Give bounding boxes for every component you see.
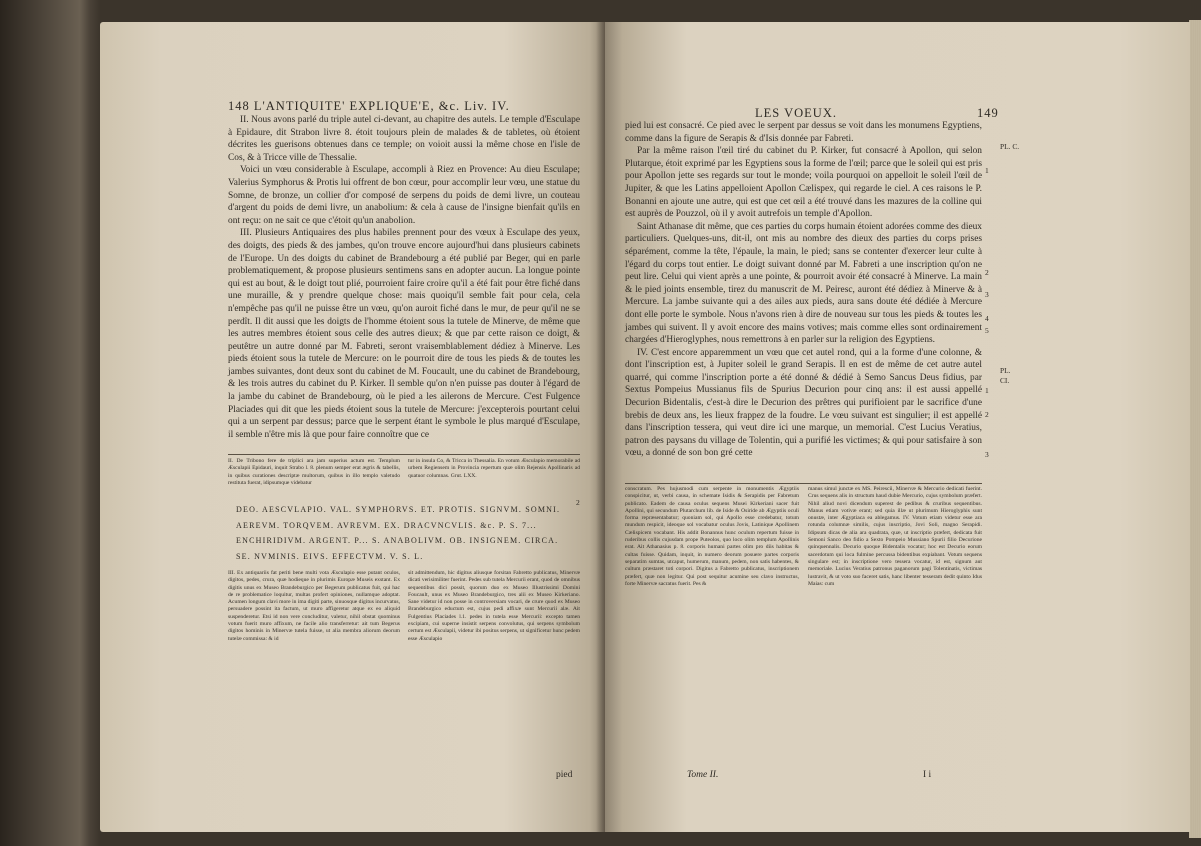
paragraph: Saint Athanase dit même, que ces parties du corps humain étoient adorées comme des dieux particuliers. Quelques-uns, dit-il, ont mis au nombre des dieux des parties du corps prises séparément, comme la tête, l'épaule, la main, le pied; sans se contenter d'exercer leur culte à l'égard du corps tout entier. Le doigt suivant donné par M. Fabreti a une inscription qu'on ne peut lire. Celui qui vient après a une pointe, & pourroit avoir été consacré à Minerve. La main & le pied joints ensemble, tirez du manuscrit de M. Peiresc, auront été dédiez à Minerve & à Mercure. La jambe suivante qui a des ailes aux pieds, aura sans doute été dédiée à Mercure dont elle porte le symbole. Nous n'avons rien à dire de nouveau sur tous les pieds & toutes les jambes qui suivent. Il y avoit encore des mains votives; mais comme elles sont ordinairement chargées d'Hieroglyphes, nous remettrons à en parler sur la religion des Egyptiens. [625, 221, 982, 346]
footnote-text: III. Ex antiquariis fat periti bene multi vota Æsculapio esse putant oculos, digitos, pedes, crura, quæ hodieque in plurimis Europæ Museis exstant. Ex digitis unus ex Museo Brandeburgico per Begerum publicatus fuit, qui hac de re problematice loquitur, multas profert opiniones, nullamque adoptat. Acumen longum clavi more in ima digiti parte, sinuosque digitus incurvatus, persuadere possint ita factum, ut muro affigeretur atque ex eo aliquid suspenderetur. Etsi id non vere concluditur, valetur, nihil obstat quominus votum fuerit muro affixum, ne facile alio transferretur: ait tum Begerus digitos hominis in Minervæ tutela fuisse, ut alia membra aliorum deorum tutelæ commissa: & id [228, 570, 400, 642]
inscription-line: ENCHIRIDIVM. ARGENT. P... S. ANABOLIVM. OB. INSIGNEM. CIRCA. [236, 536, 559, 545]
footnote-divider [625, 483, 982, 484]
footnote-top-right [408, 458, 580, 480]
book-edge [1189, 20, 1201, 838]
footnote-text: tur in insula Co, & Tricca in Thessalia. En votum Æsculapio memorabile ad urbem Regiensem in Provincia repertum quæ olim Rejensis Apollinaris ad quatuor columnas. Grut. LXX. [408, 458, 580, 479]
left-body-text [228, 114, 580, 441]
marginal-number: 1 [985, 386, 989, 395]
gathering-signature: I i [923, 770, 932, 780]
latin-inscription [236, 502, 560, 564]
right-body-text [625, 120, 982, 460]
paragraph: IV. C'est encore apparemment un vœu que cet autel rond, qui a la forme d'une colonne, & dont l'inscription est, à Jupiter soleil le grand Serapis. Il en est de même de cet autre autel quarré, qui comme l'inscription porte a été donné & dédié à Semo Sancus Deus fidius, par Sextus Pompeius Mussianus fils de Spurius Decurion pour cinq ans: il est aussi appellé Decurion Bidentalis, c'est-à dire le Decurion des prêtres qui purifioient par le sacrifice d'une brebis de deux ans, les lieux frappez de la foudre. Le vœu suivant est singulier; il est appellé dans l'inscription tessera, qui veut dire ici une marque, un memorial. C'est Lucius Veratius, patron des paysans du village de Tolentin, qui a purifié les victimes; & qui pour satisfaire à son vœu, a donné de son bon gré cette [625, 347, 982, 459]
left-running-header: 148 L'ANTIQUITE' EXPLIQUE'E, &c. Liv. IV. [228, 99, 510, 113]
marginal-number: 1 [985, 166, 989, 175]
paragraph: III. Plusieurs Antiquaires des plus habiles prennent pour des vœux à Esculape des yeux, des doigts, des pieds & des jambes, qu'on trouve encore aujourd'hui dans plusieurs cabinets de l'Europe. Un des doigts du cabinet de Brandebourg a été publié par Beger, qui en parle problematiquement, & propose plusieurs sentimens sans en adopter aucun. La longue pointe qui est au bout, & le doigt tout plié, pourroient faire croire qu'il a été fait pour être fiché dans une muraille, & y prendre quelque chose: mais quoiqu'il semble fait pour cela, cela n'empêche pas qu'il ne puisse être un vœu, qu'on auroit fiché dans le mur, de peur qu'il ne se perdît. Il dit aussi que les doigts de l'homme étoient sous la tutele de Minerve, de même que les autres membres étoient sous celle des autres dieux; & que par cette raison ce doigt, & peutêtre un autre donné par M. Fabreti, seront vraisemblablement dédiez à Minerve. Les pieds étoient sous la tutele de Mercure: on le pourroit dire de tous les pieds & de toutes les jambes suivantes, dont deux sont du cabinet de M. Foucault, une du cabinet de Brandebourg, & les trois autres du cabinet du P. Kirker. Il semble qu'on n'en puisse pas douter à l'égard de la jambe du cabinet de Brandebourg, où le pied a les ailerons de Mercure. C'est Fulgence Placiades qui dit que les pieds étoient sous la tutele de Mercure: j'excepterois pourtant celui qui a un serpent par dessus; parce que le serpent étant le symbole le plus marqué d'Esculape, il semble n'être mis là que pour faire connoître que ce [228, 228, 580, 440]
marginal-number: 2 [985, 410, 989, 419]
inscription-line: AEREVM. TORQVEM. AVREVM. EX. DRACVNCVLIS. &c. P. S. 7... [236, 520, 537, 530]
inscription-line: SE. NVMINIS. EIVS. EFFECTVM. V. S. L. [236, 551, 424, 561]
volume-signature: Tome II. [687, 770, 719, 780]
marginal-number: 5 [985, 326, 989, 335]
marginal-number: 2 [985, 268, 989, 277]
footnote-divider [228, 454, 580, 455]
plate-reference: PL. CI. [1000, 366, 1011, 385]
paragraph: pied lui est consacré. Ce pied avec le serpent par dessus se voit dans les monumens Egyptiens, comme dans la figure de Serapis & d'Isis donnée par Fabreti. [625, 121, 982, 144]
paragraph: Par la même raison l'œil tiré du cabinet du P. Kirker, fut consacré à Apollon, qui selon Plutarque, étoit exprimé par les Egyptiens sous la forme de l'œil; parce que le soleil qui est pris pour Apollon jette ses regards sur tout le monde; voila pourquoi on appelloit le soleil l'œil de Jupiter, & que les Latins appelloient Apollon Cælispex, qui regarde le ciel. A ces raisons le P. Bonanni en ajoute une autre, qui est que cet œil a été trouvé dans les mazures de la colline qui est auprès de Pouzzol, où il y avoit autrefois un temple d'Apollon. [625, 146, 982, 220]
footnote-right [808, 486, 982, 588]
marginal-number: 4 [985, 314, 989, 323]
paragraph: Voici un vœu considerable à Esculape, accompli à Riez en Provence: Au dieu Esculape; Valerius Symphorus & Protis lui offrent de bon cœur, pour accomplir leur vœu, une statue du Somne, de bronze, un collier d'or composé de serpens du poids de demi livre, un couteau d'argent du poids de demi livre, un anabolium: & cela à cause de l'insigne bienfait qu'ils en ont reçu: on ne sait ce que c'étoit qu'un anabolion. [228, 165, 580, 226]
footnote-text: conscratum. Pes hujusmodi cum serpente in monumentis Ægyptiis conspicitur, ut, verbi causa, in schemate Isidis & Serapidis per Fabretum publicato. Eadem de causa oculus sequens Musei Kirkeriani sacer fuit Apollini, qui secundum Plutarchum lib. de Iside & Osiride ab Ægyptiis oculi forma repræsentabatur; quoniam sol, qui Apollo esse credebatur, totum mundum respicit, ideoque sol vocabatur oculus Jovis, Latinique Apollinem Cælispicem vocabant. His addit Bonannus hunc oculum repertum fuisse in ruderibus collis cujusdam prope Puteolos, quo loco olim templum Apollinis erat. Ait Athanasius p. 8. corporis humani partes olim pro diis habitas & cultas fuisse. Quidam, inquit, in numero deorum posuere partes corporis separatim sumtas, utcaput, humerum, manum, pedem, non satis habentes, & cultum præstaret toti corpori. Digitus a Fabretto publicatus, inscriptionem præfert, quæ non legitur. Qui post sequitur acumine seu clavo instructus, forte Minervæ sacratus fuerit. Pes & [625, 486, 799, 587]
paragraph: II. Nous avons parlé du triple autel ci-devant, au chapitre des autels. Le temple d'Esculape à Epidaure, dit Strabon livre 8. étoit toujours plein de malades & de tabletes, où étoient décrites les guerisons obtenues dans ce temple; on voioit aussi la même chose en l'isle de Cos, & à Tricce ville de Thessalie. [228, 115, 580, 163]
left-page [100, 22, 605, 832]
right-page-number: 149 [977, 106, 999, 120]
footnote-bottom-right [408, 570, 580, 643]
inscription-line: DEO. AESCVLAPIO. VAL. SYMPHORVS. ET. PROTIS. SIGNVM. SOMNI. [236, 505, 561, 514]
footnote-marker: 2 [576, 498, 580, 507]
plate-reference: PL. C. [1000, 142, 1020, 151]
footnote-text: manus simul junctæ ex MS. Peirescii, Minervæ & Mercurio dedicati fuerint. Crus sequens alis in structum haud dubie Mercurio, cujus symbolum præfert. Nihil aliud novi dicendum superest de pedibus & cruribus sequentibus. Manus etiam votivæ erant; sed quia illæ ut plurimum Hieroglyphis sunt onustæ, inter Ægyptiaca ea ablegamus. IV. Votum etiam videtur esse ara rotunda columnæ similis, cujus inscriptio, Jovi Soli, magno Serapidi. Idipsum dicas de alia ara quadrata, quæ, ut inscriptio præfert, dedicata fuit Semoni Sanco deo fidio a Sexto Pompeio Mussiano Spurii filio Decurione quinquennalis. Decurio quoque Bidentalis vocatur; hoc est Decurio eorum sacerdotum qui loca fulmine percussa bidentibus expiabant. Votum sequens singulare est; in inscriptione vero tessera vocatur, id est, signum aut memoriale. Lucius Veratius patronus paganorum pagi Tolentinatis, victimas lustravit, & ut voto suo faceret satis, hanc libenter tesseram dedit quinto Idus Maias: cum [808, 486, 982, 587]
marginal-number: 3 [985, 290, 989, 299]
footnote-top-left [228, 458, 400, 487]
catchword: pied [556, 770, 573, 780]
footnote-text: II. De Tribono fere de triplici ara jam superius actum est. Templum Æsculapii Epidauri, inquit Strabo l. 8. plenum semper erat ægris & tabellis, in quibus curationes descriptæ multorum, quibus in illo templo valetudo restituta fuerat, idipsumque videbatur [228, 458, 400, 486]
right-running-header: LES VOEUX. [755, 106, 837, 120]
right-page [605, 22, 1190, 832]
footnote-bottom-left [228, 570, 400, 643]
footnote-left [625, 486, 799, 588]
marginal-number: 3 [985, 450, 989, 459]
footnote-text: sit admittendum, hic digitus aliusque forsitan Fabretto publicatus, Minervæ dicati verisimiliter fuerint. Pedes sub tutela Mercurii erant, quod de omnibus sequentibus dici possit, quorum duo ex Museo Illustrissimi Domini Foucault, unus ex Museo Brandeburgico, tres alii ex Museo Kirkeriano. Sane videtur id non posse in controversiam vocari, de crure quod ex Museo Brandeburgico eductum est, cujus pedi affixæ sunt Mercurii alæ. Ait Fulgentius Placiades l.1. pedes in tutela esse Mercurii: excepto tamen excipiam, cui superne insistit serpens convolutus, qui serpens symbolum certum est Æsculapii, videtur ibi positus serpens, ut significetur hunc pedem esse Æsculapio [408, 570, 580, 642]
